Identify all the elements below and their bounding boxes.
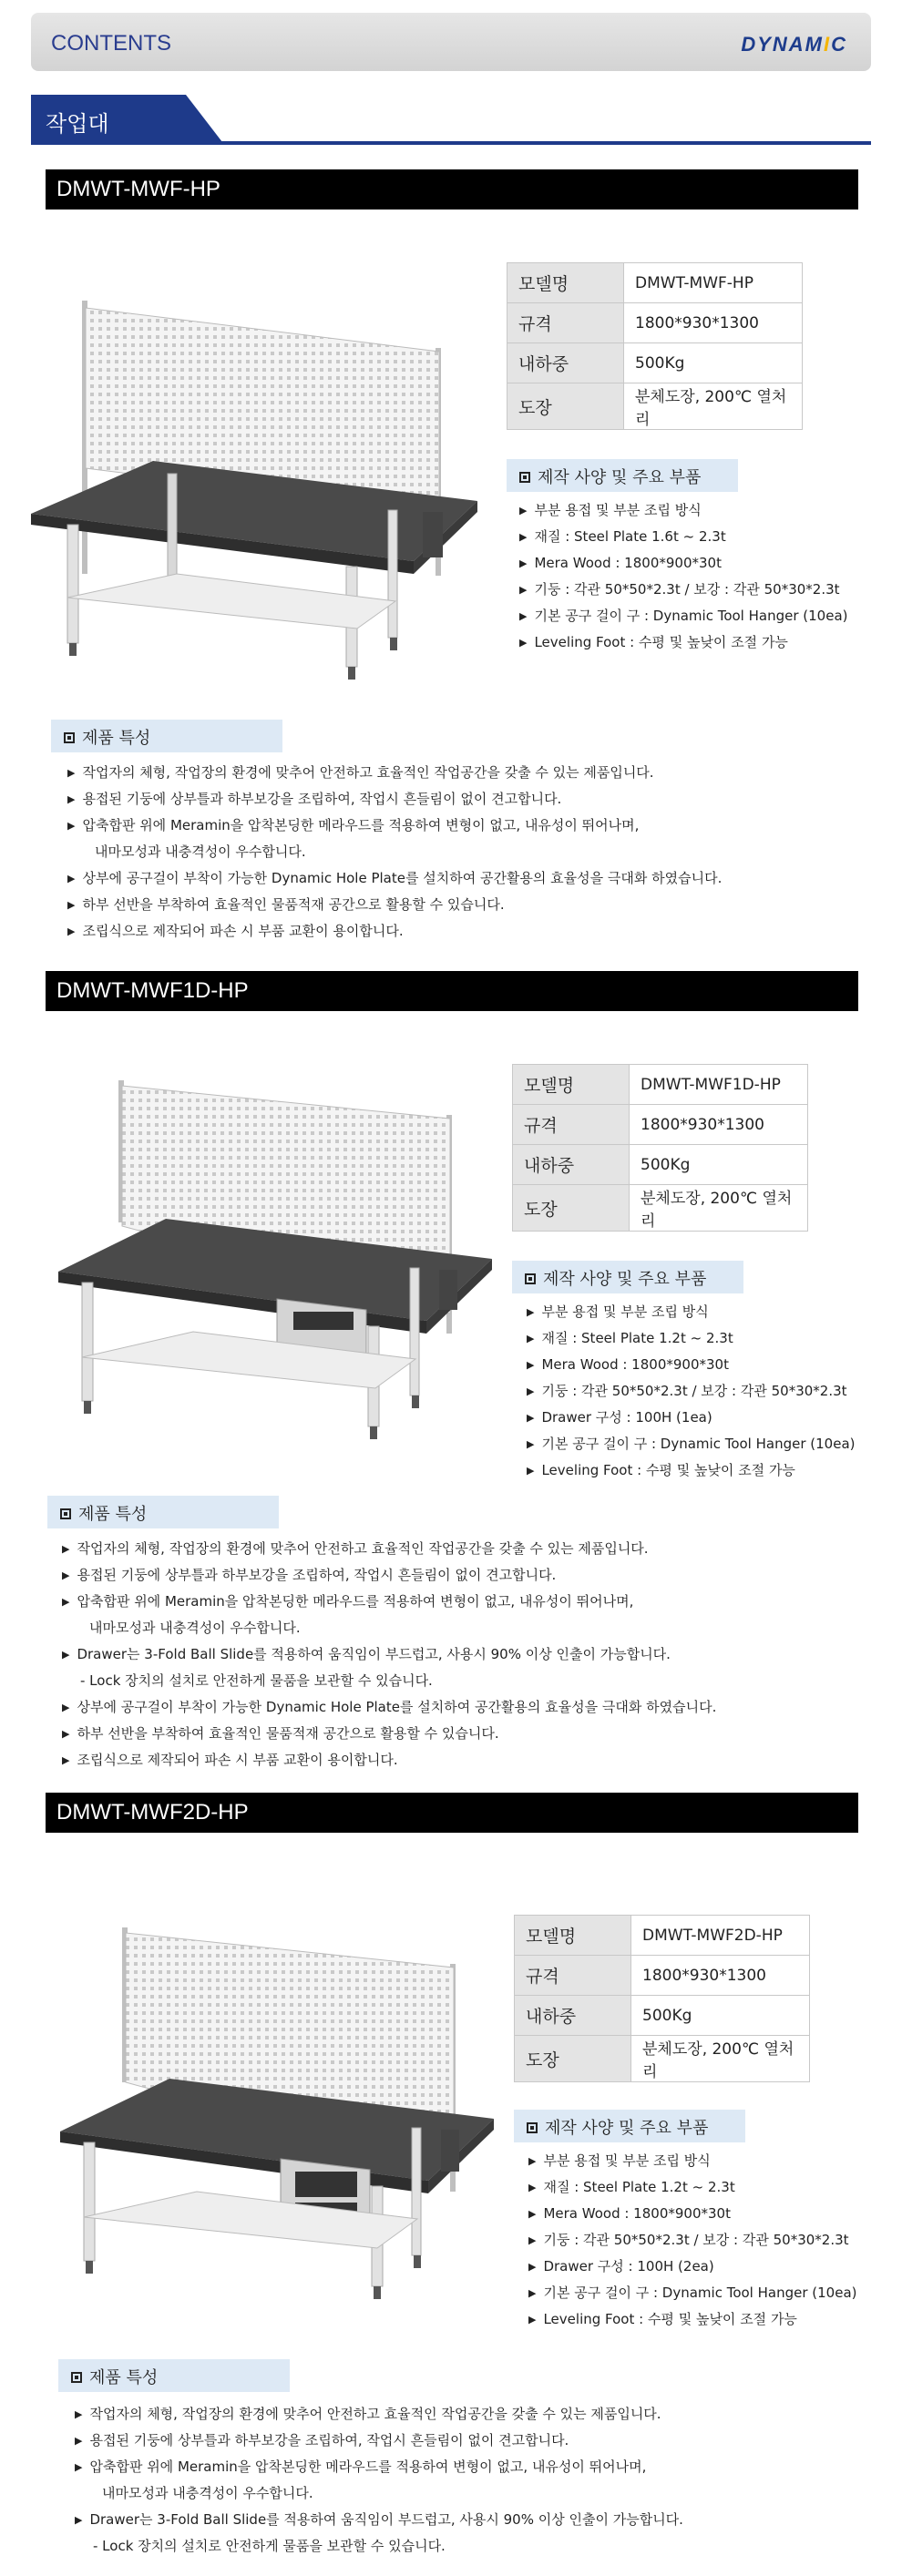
section-tab — [31, 95, 222, 142]
contents-label: CONTENTS — [51, 31, 171, 56]
model-title-bar — [46, 169, 858, 210]
spec-row: 도장 분체도장, 200℃ 열처리 — [507, 383, 803, 430]
specs-item: ▶ 기본 공구 걸이 구 : Dynamic Tool Hanger (10ea) — [519, 603, 848, 629]
square-bullet-icon — [519, 472, 530, 483]
feature-item: - Lock 장치의 설치로 안전하게 물품을 보관할 수 있습니다. — [80, 1672, 433, 1689]
feature-item: ▶ Drawer는 3-Fold Ball Slide를 적용하여 움직임이 부드럽고, 사용시 90% 이상 인출이 가능합니다. — [75, 2507, 683, 2533]
square-bullet-icon — [60, 1508, 71, 1519]
specs-item: ▶ Leveling Foot : 수평 및 높낮이 조절 가능 — [527, 1457, 856, 1484]
specs-item: ▶ 기둥 : 각관 50*50*2.3t / 보강 : 각관 50*30*2.3t — [527, 1378, 856, 1405]
model-title: DMWT-MWF1D-HP — [56, 978, 249, 1003]
feature-item: ▶ Drawer는 3-Fold Ball Slide를 적용하여 움직임이 부드럽고, 사용시 90% 이상 인출이 가능합니다. — [62, 1641, 716, 1668]
specs-item: ▶ 기본 공구 걸이 구 : Dynamic Tool Hanger (10ea) — [527, 1431, 856, 1457]
specs-item: ▶ Mera Wood : 1800*900*30t — [519, 550, 848, 577]
specs-item: ▶ 재질 : Steel Plate 1.2t ~ 2.3t — [528, 2174, 857, 2201]
feature-item: - Lock 장치의 설치로 안전하게 물품을 보관할 수 있습니다. — [93, 2538, 446, 2554]
workbench-image — [31, 301, 492, 701]
specs-item: ▶ 부분 용접 및 부분 조립 방식 — [528, 2148, 857, 2174]
model-title: DMWT-MWF-HP — [56, 177, 220, 201]
specs-item: ▶ 재질 : Steel Plate 1.6t ~ 2.3t — [519, 524, 848, 550]
specs-item: ▶ Drawer 구성 : 100H (1ea) — [527, 1405, 856, 1431]
feature-item: ▶ 작업자의 체형, 작업장의 환경에 맞추어 안전하고 효율적인 작업공간을 갖출 수 있는 제품입니다. — [62, 1536, 716, 1562]
features-list — [75, 2401, 683, 2560]
spec-table — [512, 1064, 808, 1232]
feature-item: ▶ 용접된 기둥에 상부틀과 하부보강을 조립하여, 작업시 흔들림이 없이 견고합니다. — [62, 1562, 716, 1589]
specs-heading: 제작 사양 및 주요 부품 — [507, 459, 738, 492]
spec-row: 내하중 500Kg — [515, 1996, 810, 2036]
features-heading: 제품 특성 — [58, 2359, 290, 2392]
square-bullet-icon — [527, 2122, 538, 2133]
specs-item: ▶ Mera Wood : 1800*900*30t — [527, 1352, 856, 1378]
spec-row: 규격 1800*930*1300 — [513, 1105, 808, 1145]
spec-table — [507, 262, 803, 430]
square-bullet-icon — [525, 1273, 536, 1284]
specs-heading: 제작 사양 및 주요 부품 — [512, 1261, 743, 1293]
specs-item: ▶ Mera Wood : 1800*900*30t — [528, 2201, 857, 2227]
feature-item: ▶ 작업자의 체형, 작업장의 환경에 맞추어 안전하고 효율적인 작업공간을 갖출 수 있는 제품입니다. — [67, 760, 722, 786]
specs-item: ▶ 부분 용접 및 부분 조립 방식 — [527, 1299, 856, 1325]
features-list — [67, 760, 722, 945]
section-title: 작업대 — [46, 111, 109, 137]
specs-list — [519, 497, 848, 656]
specs-item: ▶ 재질 : Steel Plate 1.2t ~ 2.3t — [527, 1325, 856, 1352]
feature-item: ▶ 상부에 공구걸이 부착이 가능한 Dynamic Hole Plate를 설치하여 공간활용의 효율성을 극대화 하였습니다. — [67, 865, 722, 892]
spec-row: 규격 1800*930*1300 — [515, 1956, 810, 1996]
specs-heading: 제작 사양 및 주요 부품 — [514, 2110, 745, 2142]
feature-item: ▶ 상부에 공구걸이 부착이 가능한 Dynamic Hole Plate를 설치하여 공간활용의 효율성을 극대화 하였습니다. — [62, 1694, 716, 1721]
workbench-image — [38, 1080, 494, 1463]
workbench-image — [42, 1927, 497, 2328]
square-bullet-icon — [64, 732, 75, 743]
spec-row: 모델명 DMWT-MWF-HP — [507, 263, 803, 303]
specs-item: ▶ 기둥 : 각관 50*50*2.3t / 보강 : 각관 50*30*2.3t — [528, 2227, 857, 2254]
spec-row: 도장 분체도장, 200℃ 열처리 — [513, 1185, 808, 1232]
model-title-bar — [46, 1793, 858, 1833]
specs-list — [528, 2148, 857, 2333]
features-heading: 제품 특성 — [47, 1496, 279, 1528]
feature-item: ▶ 조립식으로 제작되어 파손 시 부품 교환이 용이합니다. — [67, 918, 722, 945]
feature-item: 내마모성과 내충격성이 우수합니다. — [89, 1620, 301, 1636]
feature-item: ▶ 하부 선반을 부착하여 효율적인 물품적재 공간으로 활용할 수 있습니다. — [62, 1721, 716, 1747]
model-title: DMWT-MWF2D-HP — [56, 1800, 249, 1825]
feature-item: 내마모성과 내충격성이 우수합니다. — [95, 843, 306, 860]
spec-row: 모델명 DMWT-MWF2D-HP — [515, 1916, 810, 1956]
feature-item: ▶ 용접된 기둥에 상부틀과 하부보강을 조립하여, 작업시 흔들림이 없이 견고합니다. — [75, 2428, 683, 2454]
spec-row: 규격 1800*930*1300 — [507, 303, 803, 343]
specs-list — [527, 1299, 856, 1484]
spec-row: 내하중 500Kg — [513, 1145, 808, 1185]
feature-item: ▶ 작업자의 체형, 작업장의 환경에 맞추어 안전하고 효율적인 작업공간을 갖출 수 있는 제품입니다. — [75, 2401, 683, 2428]
specs-item: ▶ Drawer 구성 : 100H (2ea) — [528, 2254, 857, 2280]
specs-item: ▶ 기둥 : 각관 50*50*2.3t / 보강 : 각관 50*30*2.3t — [519, 577, 848, 603]
specs-item: ▶ Leveling Foot : 수평 및 높낮이 조절 가능 — [528, 2306, 857, 2333]
spec-table — [514, 1915, 810, 2082]
feature-item: ▶ 조립식으로 제작되어 파손 시 부품 교환이 용이합니다. — [62, 1747, 716, 1774]
spec-row: 도장 분체도장, 200℃ 열처리 — [515, 2036, 810, 2082]
square-bullet-icon — [71, 2372, 82, 2383]
feature-item: ▶ 압축합판 위에 Meramin을 압착본딩한 메라우드를 적용하여 변형이 없고, 내유성이 뛰어나며, — [67, 813, 722, 839]
specs-item: ▶ 기본 공구 걸이 구 : Dynamic Tool Hanger (10ea) — [528, 2280, 857, 2306]
header-bar — [31, 13, 871, 71]
spec-row: 모델명 DMWT-MWF1D-HP — [513, 1065, 808, 1105]
specs-item: ▶ 부분 용접 및 부분 조립 방식 — [519, 497, 848, 524]
section-divider — [31, 141, 871, 145]
feature-item: ▶ 하부 선반을 부착하여 효율적인 물품적재 공간으로 활용할 수 있습니다. — [67, 892, 722, 918]
spec-row: 내하중 500Kg — [507, 343, 803, 383]
specs-item: ▶ Leveling Foot : 수평 및 높낮이 조절 가능 — [519, 629, 848, 656]
feature-item: 내마모성과 내충격성이 우수합니다. — [102, 2485, 313, 2501]
feature-item: ▶ 압축합판 위에 Meramin을 압착본딩한 메라우드를 적용하여 변형이 없고, 내유성이 뛰어나며, — [75, 2454, 683, 2480]
model-title-bar — [46, 971, 858, 1011]
feature-item: ▶ 압축합판 위에 Meramin을 압착본딩한 메라우드를 적용하여 변형이 없고, 내유성이 뛰어나며, — [62, 1589, 716, 1615]
features-list — [62, 1536, 716, 1774]
feature-item: ▶ 용접된 기둥에 상부틀과 하부보강을 조립하여, 작업시 흔들림이 없이 견고합니다. — [67, 786, 722, 813]
dynamic-logo: DYNAMIC — [741, 33, 847, 56]
features-heading: 제품 특성 — [51, 720, 282, 752]
